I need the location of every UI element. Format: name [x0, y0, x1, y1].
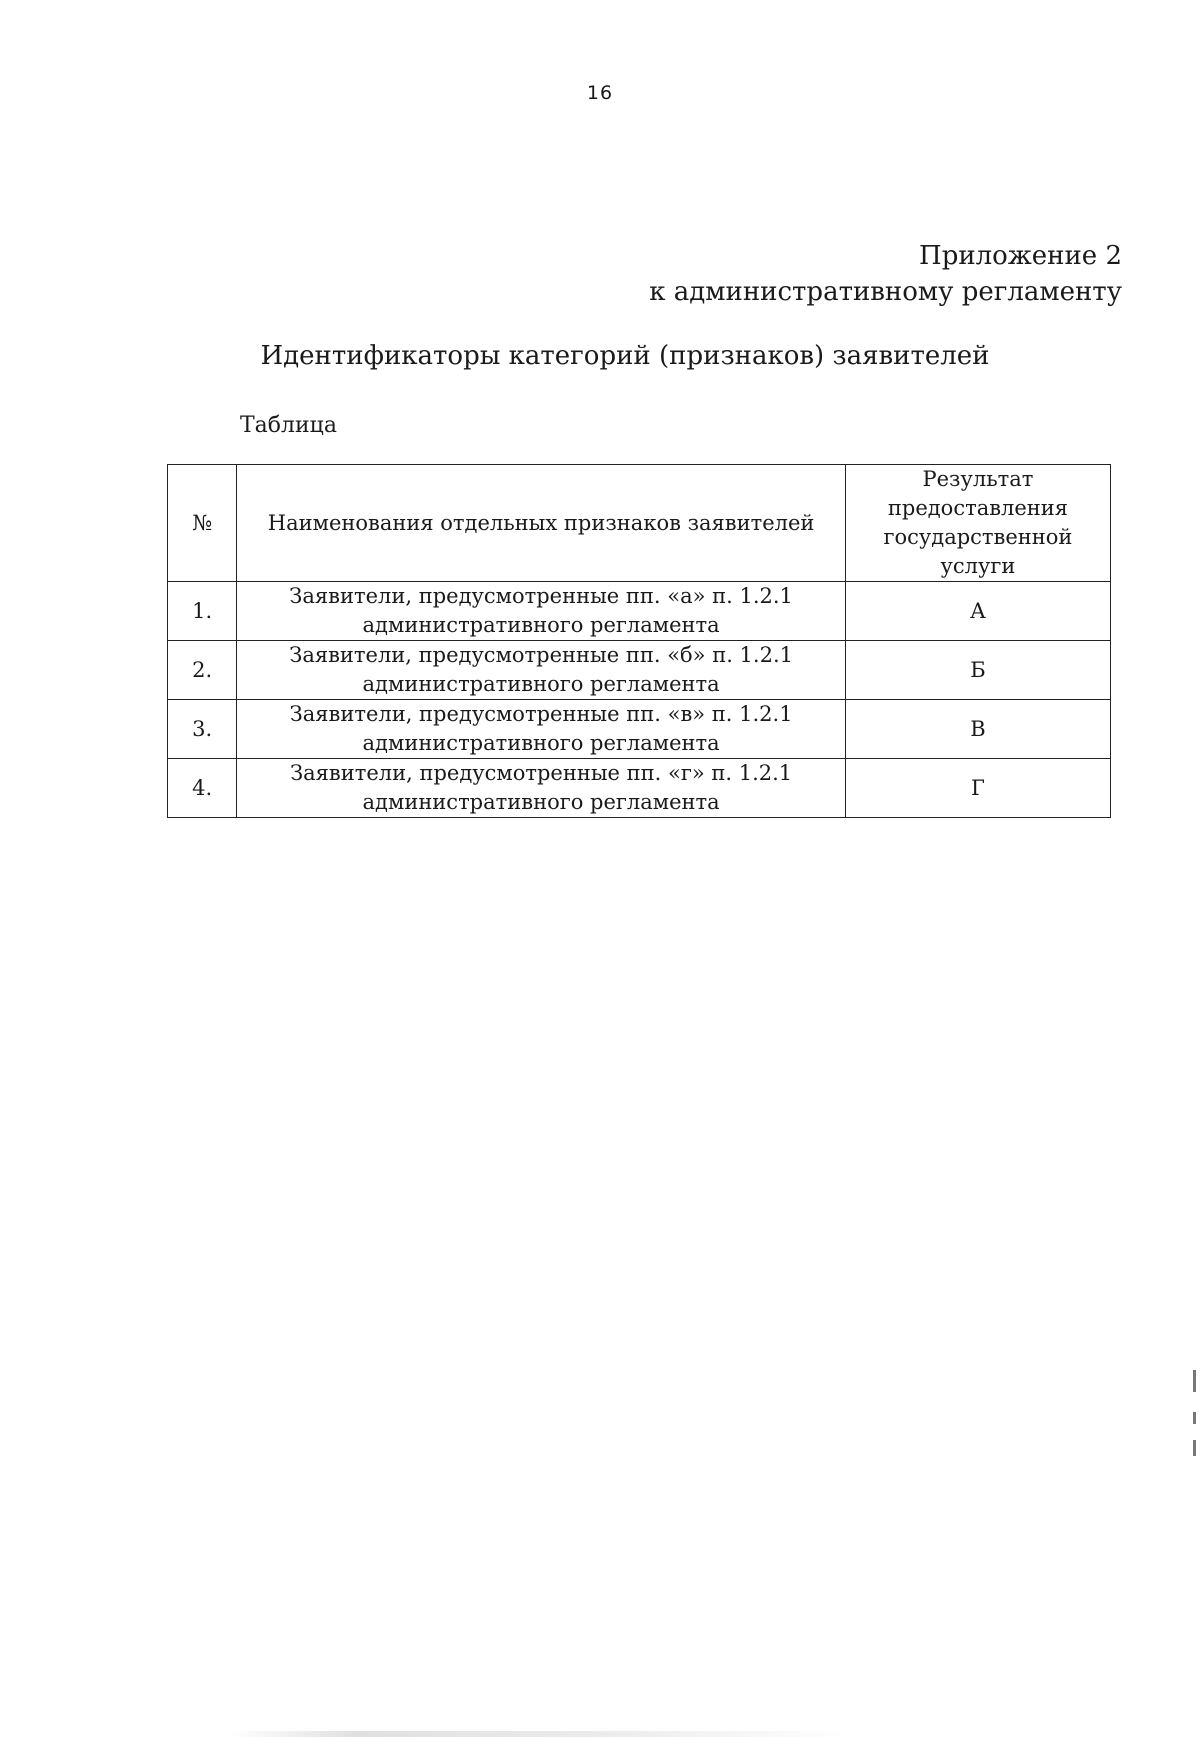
scan-artifact-mark [1193, 1412, 1196, 1424]
header-number: № [168, 465, 237, 582]
table-row [168, 641, 1111, 700]
row-name [237, 700, 846, 759]
row-name [237, 582, 846, 641]
row-result: Г [845, 759, 1110, 818]
row-name-line-2: административного регламента [362, 613, 720, 637]
row-name-line-2: административного регламента [362, 672, 720, 696]
row-name-line-1: Заявители, предусмотренные пп. «г» п. 1.2.1 [290, 761, 793, 785]
appendix-line-2: к административному регламенту [649, 277, 1122, 307]
row-result: А [845, 582, 1110, 641]
row-number: 4. [168, 759, 237, 818]
row-name-line-2: административного регламента [362, 731, 720, 755]
row-name-line-1: Заявители, предусмотренные пп. «в» п. 1.2.1 [289, 702, 793, 726]
row-number: 1. [168, 582, 237, 641]
table-caption: Таблица [240, 413, 337, 438]
row-result: Б [845, 641, 1110, 700]
row-result: В [845, 700, 1110, 759]
table-header-row [168, 465, 1111, 582]
page-number: 16 [586, 82, 614, 104]
row-name-line-2: административного регламента [362, 790, 720, 814]
scan-artifact-edge [230, 1731, 850, 1737]
row-name-line-1: Заявители, предусмотренные пп. «б» п. 1.2.1 [289, 643, 793, 667]
header-name: Наименования отдельных признаков заявителей [237, 465, 846, 582]
scan-artifact-mark [1193, 1370, 1196, 1392]
document-title: Идентификаторы категорий (признаков) заявителей [260, 341, 990, 371]
row-name-line-1: Заявители, предусмотренные пп. «а» п. 1.2.1 [289, 584, 793, 608]
scan-artifact-mark [1193, 1440, 1196, 1456]
header-result: Результат предоставления государственной услуги [845, 465, 1110, 582]
appendix-line-1: Приложение 2 [919, 241, 1122, 271]
row-number: 2. [168, 641, 237, 700]
row-name [237, 641, 846, 700]
table-row [168, 700, 1111, 759]
identifiers-table [167, 464, 1111, 818]
row-name [237, 759, 846, 818]
table-row [168, 582, 1111, 641]
table-row [168, 759, 1111, 818]
appendix-reference [649, 238, 1122, 310]
row-number: 3. [168, 700, 237, 759]
